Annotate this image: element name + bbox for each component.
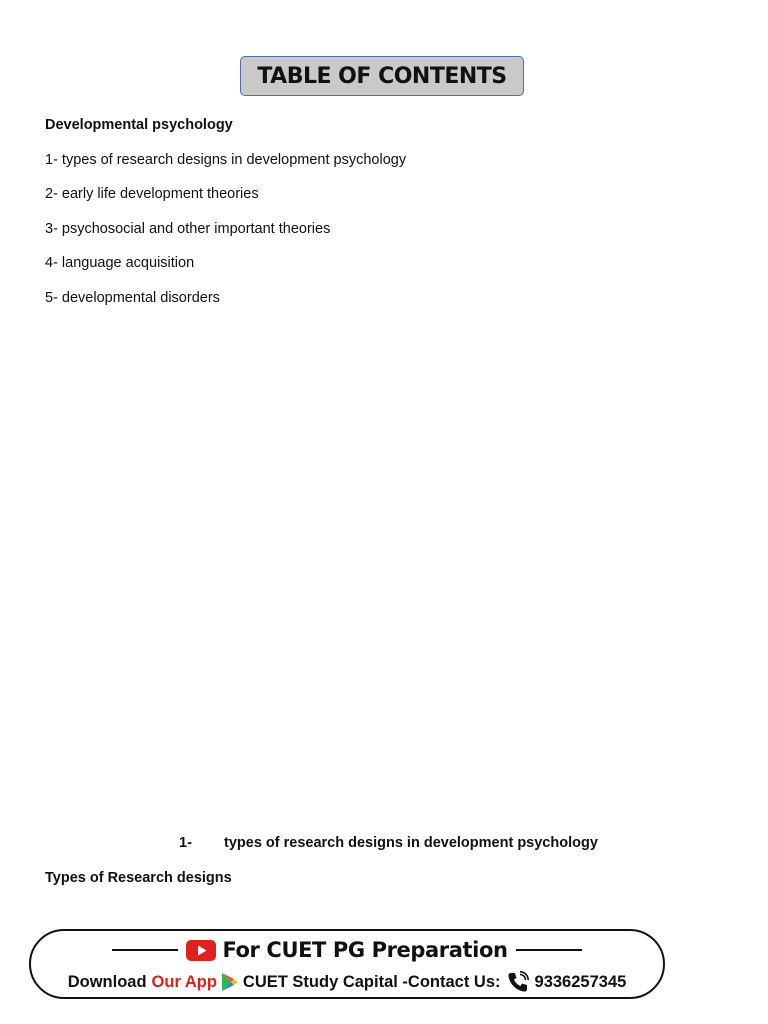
youtube-icon[interactable] [186, 940, 216, 961]
toc-item[interactable]: 5- developmental disorders [45, 289, 220, 306]
chapter-number: 1- [179, 835, 192, 851]
section-heading: Developmental psychology [45, 117, 233, 133]
divider-right [516, 949, 582, 951]
chapter-title: types of research designs in development psychology [224, 835, 598, 851]
brand-contact: CUET Study Capital -Contact Us: [242, 972, 501, 991]
subheading: Types of Research designs [45, 870, 232, 886]
chapter-heading [179, 835, 598, 851]
phone-icon [507, 971, 529, 993]
toc-item[interactable]: 1- types of research designs in development psychology [45, 152, 407, 168]
banner-title: For CUET PG Preparation [222, 938, 508, 962]
toc-item[interactable]: 2- early life development theories [45, 186, 259, 203]
divider-left [112, 949, 178, 951]
promo-banner [29, 929, 665, 999]
banner-bottom-row [31, 969, 663, 995]
app-link[interactable]: Our App [151, 972, 217, 991]
toc-title: TABLE OF CONTENTS [257, 63, 507, 89]
play-store-icon[interactable] [221, 972, 239, 992]
phone-number[interactable]: 9336257345 [534, 972, 627, 991]
download-label: Download [67, 972, 147, 991]
banner-top-row [31, 935, 663, 965]
toc-list [45, 151, 406, 323]
toc-item[interactable]: 3- psychosocial and other important theories [45, 220, 331, 237]
toc-item[interactable]: 4- language acquisition [45, 255, 195, 272]
toc-title-box [240, 56, 524, 96]
